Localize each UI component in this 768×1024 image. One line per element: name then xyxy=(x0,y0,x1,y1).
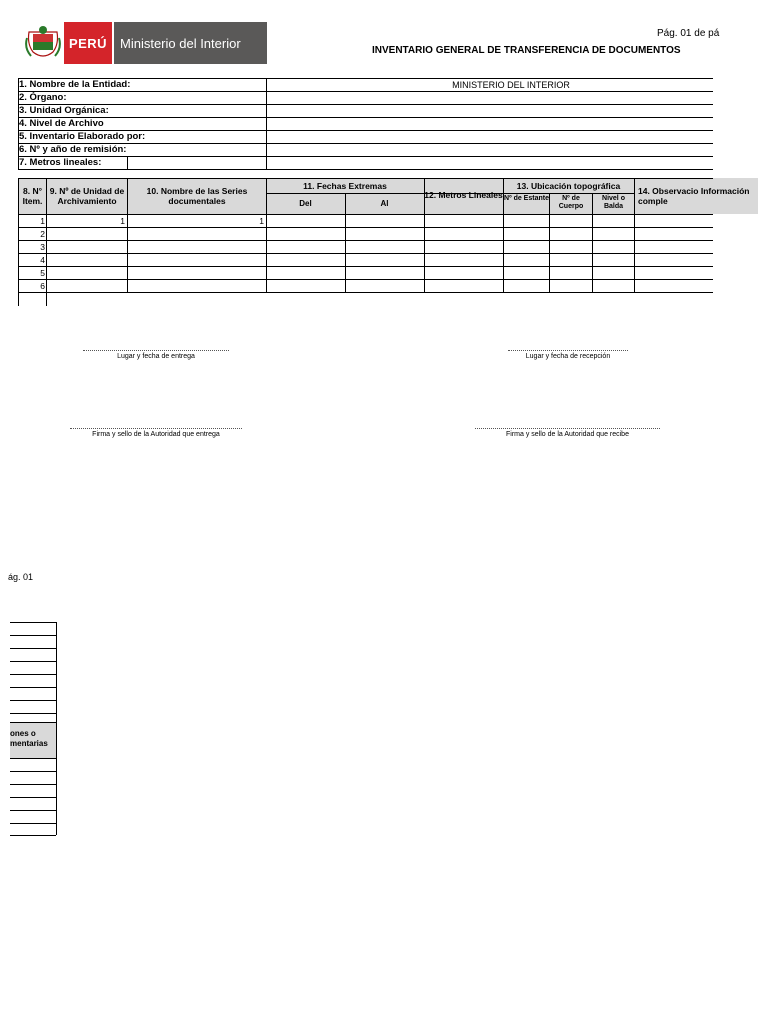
col-unit-header: 9. Nº de Unidad de Archivamiento xyxy=(49,186,125,206)
col-meters-header: 12. Metros Lineales xyxy=(424,190,503,200)
field-prepared-by-label: 5. Inventario Elaborado por: xyxy=(19,131,146,142)
row-number: 3 xyxy=(40,242,45,252)
fragment-header-line2: mentarias xyxy=(10,739,48,748)
field-entity-label: 1. Nombre de la Entidad: xyxy=(19,79,131,90)
delivery-signature-label: Firma y sello de la Autoridad que entrega xyxy=(92,431,220,438)
col-dates-from-header: Del xyxy=(299,199,312,208)
row1-unit-value: 1 xyxy=(120,216,125,226)
field-organ-label: 2. Órgano: xyxy=(19,92,67,103)
coat-of-arms-icon xyxy=(22,22,64,64)
col-item-header: 8. N° Item. xyxy=(22,186,43,206)
page-title: INVENTARIO GENERAL DE TRANSFERENCIA DE DOCUMENTOS xyxy=(372,45,681,56)
page-label: Pág. 01 de pá xyxy=(657,28,720,39)
row-number: 1 xyxy=(40,216,45,226)
field-linear-meters-label: 7. Metros lineales: xyxy=(19,157,102,168)
row-number: 5 xyxy=(40,268,45,278)
col-observations-header: 14. Observacio Información comple xyxy=(638,186,750,206)
col-level-header: Nivel o Balda xyxy=(602,195,625,210)
col-series-header: 10. Nombre de las Series documentales xyxy=(146,186,248,206)
row-number: 2 xyxy=(40,229,45,239)
receiver-signature-label: Firma y sello de la Autoridad que recibe xyxy=(506,431,629,438)
fragment-page-label: ág. 01 xyxy=(8,572,34,582)
col-dates-to-header: Al xyxy=(380,199,389,208)
row1-series-value: 1 xyxy=(259,216,264,226)
fragment-header-line1: ones o xyxy=(10,729,36,738)
col-dates-header: 11. Fechas Extremas xyxy=(303,181,387,191)
logo-ministry: Ministerio del Interior xyxy=(112,22,267,64)
entity-value: MINISTERIO DEL INTERIOR xyxy=(452,80,570,90)
logo-country: PERÚ xyxy=(64,22,112,64)
col-location-header: 13. Ubicación topográfica xyxy=(516,181,621,191)
ministry-logo xyxy=(22,22,267,64)
col-shelf-header: Nº de Estante xyxy=(504,195,549,202)
row-number: 6 xyxy=(40,281,45,291)
field-unit-label: 3. Unidad Orgánica: xyxy=(19,105,109,116)
field-remission-label: 6. Nº y año de remisión: xyxy=(19,144,127,155)
field-archive-level-label: 4. Nivel de Archivo xyxy=(19,118,104,129)
col-body-header: Nº de Cuerpo xyxy=(558,195,584,210)
row-number: 4 xyxy=(40,255,45,265)
delivery-place-label: Lugar y fecha de entrega xyxy=(117,353,195,360)
reception-place-label: Lugar y fecha de recepción xyxy=(525,353,611,360)
